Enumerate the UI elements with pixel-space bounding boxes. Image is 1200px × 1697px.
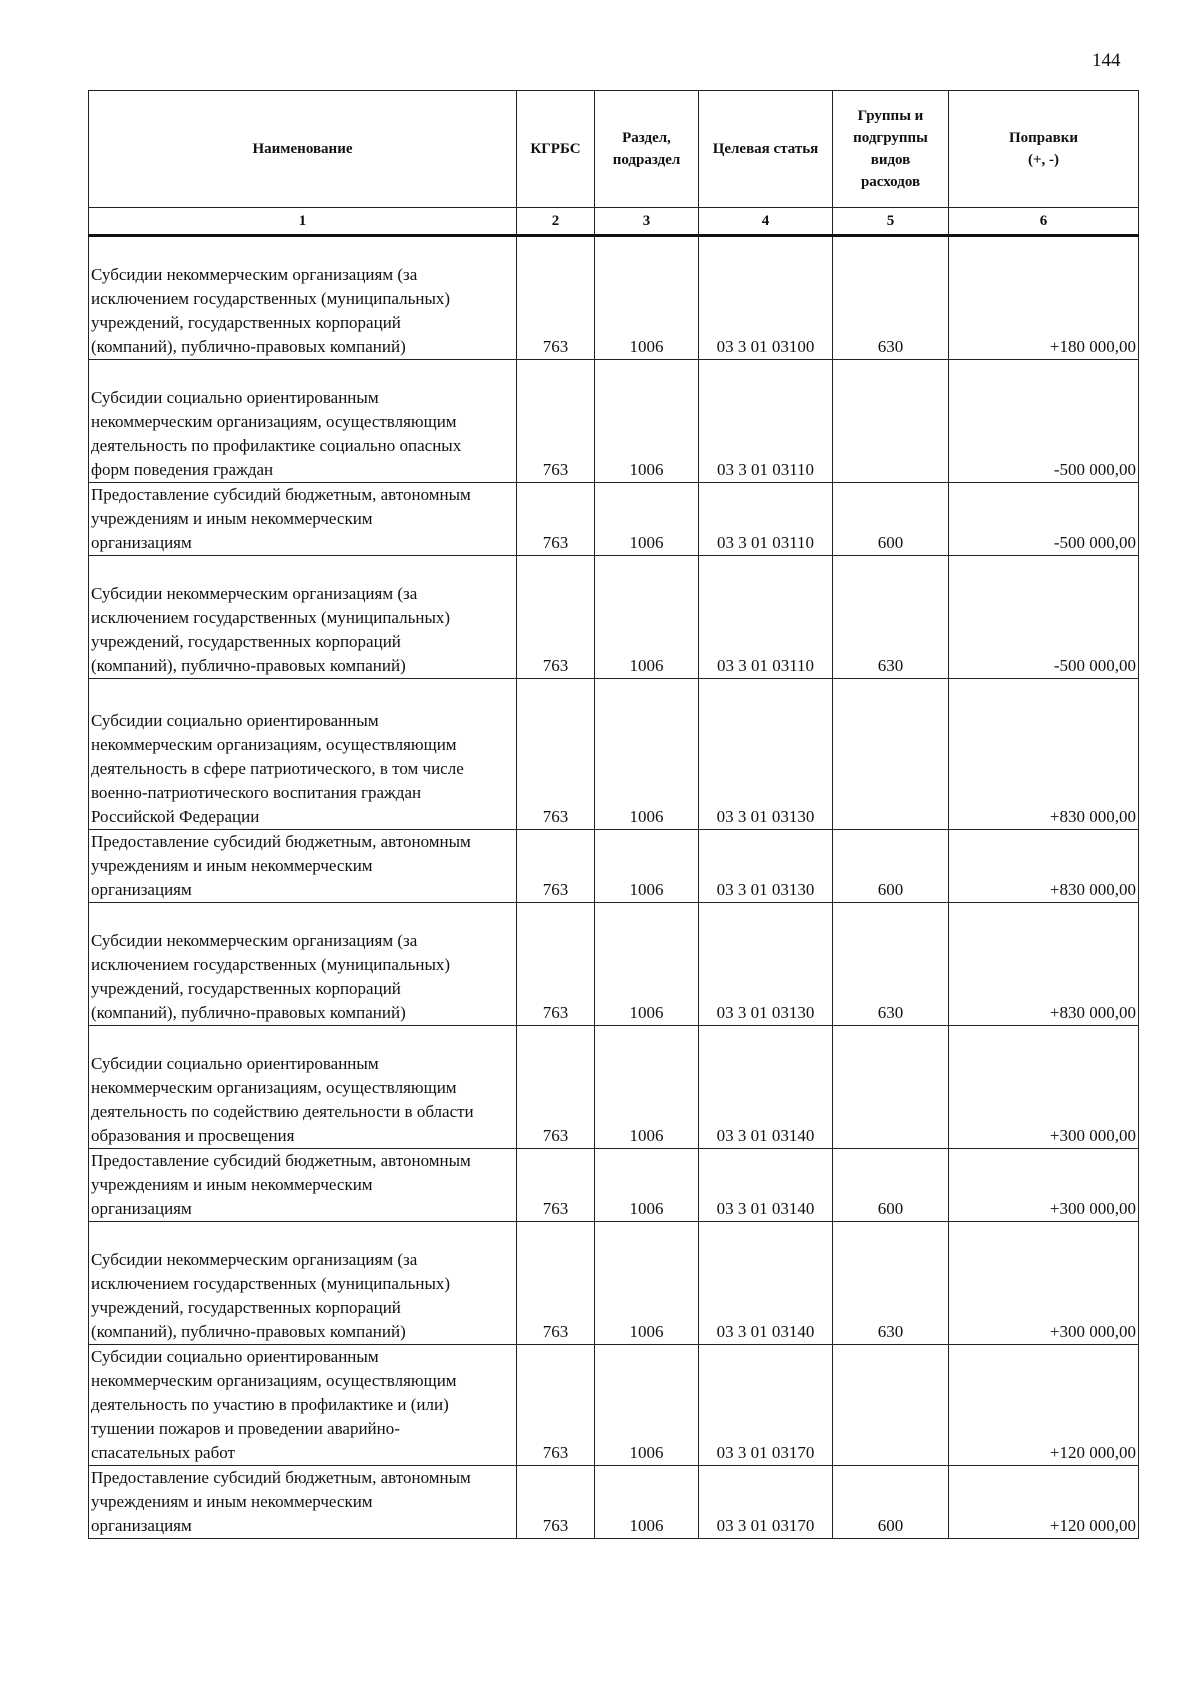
- row-name: Субсидии социально ориентированным некоммерческим организациям, осуществляющим деятельность по профилактике социально опасных форм поведения граждан: [89, 360, 517, 483]
- row-amount: +300 000,00: [949, 1149, 1139, 1222]
- table-row: [89, 1026, 1139, 1149]
- column-number: 3: [595, 208, 699, 236]
- row-name: Субсидии некоммерческим организациям (за исключением государственных (муниципальных) учреждений, государственных корпораций (компаний), публично-правовых компаний): [89, 236, 517, 360]
- row-kgrbs: 763: [517, 1222, 595, 1345]
- row-kgrbs: 763: [517, 483, 595, 556]
- column-number: 2: [517, 208, 595, 236]
- row-section: 1006: [595, 679, 699, 830]
- row-kgrbs: 763: [517, 679, 595, 830]
- row-target: 03 3 01 03140: [699, 1222, 833, 1345]
- row-target: 03 3 01 03110: [699, 483, 833, 556]
- budget-amendments-table: [88, 90, 1139, 1539]
- header-section: Раздел, подраздел: [595, 91, 699, 208]
- row-amount: -500 000,00: [949, 360, 1139, 483]
- row-amount: +830 000,00: [949, 830, 1139, 903]
- row-target: 03 3 01 03140: [699, 1149, 833, 1222]
- row-group: [833, 679, 949, 830]
- row-target: 03 3 01 03130: [699, 903, 833, 1026]
- table-row: [89, 360, 1139, 483]
- row-section: 1006: [595, 360, 699, 483]
- column-number-row: [89, 208, 1139, 236]
- row-target: 03 3 01 03110: [699, 556, 833, 679]
- row-group: 630: [833, 556, 949, 679]
- row-group: [833, 1026, 949, 1149]
- row-amount: +120 000,00: [949, 1345, 1139, 1466]
- column-number: 1: [89, 208, 517, 236]
- row-amount: +830 000,00: [949, 903, 1139, 1026]
- header-name: Наименование: [89, 91, 517, 208]
- table-row: [89, 1222, 1139, 1345]
- row-group: 630: [833, 1222, 949, 1345]
- column-number: 6: [949, 208, 1139, 236]
- row-kgrbs: 763: [517, 1149, 595, 1222]
- header-kgrbs: КГРБС: [517, 91, 595, 208]
- row-kgrbs: 763: [517, 1026, 595, 1149]
- row-kgrbs: 763: [517, 1466, 595, 1539]
- row-name: Субсидии социально ориентированным некоммерческим организациям, осуществляющим деятельность в сфере патриотического, в том числе военно-патриотического воспитания граждан Российской Федерации: [89, 679, 517, 830]
- header-amendments: Поправки (+, -): [949, 91, 1139, 208]
- row-amount: -500 000,00: [949, 483, 1139, 556]
- row-name: Субсидии социально ориентированным некоммерческим организациям, осуществляющим деятельность по содействию деятельности в области образования и просвещения: [89, 1026, 517, 1149]
- row-kgrbs: 763: [517, 1345, 595, 1466]
- row-section: 1006: [595, 1149, 699, 1222]
- row-group: [833, 360, 949, 483]
- row-group: 630: [833, 903, 949, 1026]
- header-target: Целевая статья: [699, 91, 833, 208]
- row-section: 1006: [595, 903, 699, 1026]
- row-target: 03 3 01 03130: [699, 679, 833, 830]
- row-amount: +120 000,00: [949, 1466, 1139, 1539]
- header-groups: Группы и подгруппы видов расходов: [833, 91, 949, 208]
- row-section: 1006: [595, 236, 699, 360]
- row-kgrbs: 763: [517, 903, 595, 1026]
- row-name: Предоставление субсидий бюджетным, автономным учреждениям и иным некоммерческим организациям: [89, 1149, 517, 1222]
- row-amount: +300 000,00: [949, 1222, 1139, 1345]
- row-section: 1006: [595, 1222, 699, 1345]
- row-group: 600: [833, 830, 949, 903]
- row-target: 03 3 01 03170: [699, 1466, 833, 1539]
- row-target: 03 3 01 03140: [699, 1026, 833, 1149]
- row-name: Субсидии некоммерческим организациям (за исключением государственных (муниципальных) учреждений, государственных корпораций (компаний), публично-правовых компаний): [89, 1222, 517, 1345]
- row-group: 600: [833, 1149, 949, 1222]
- row-target: 03 3 01 03100: [699, 236, 833, 360]
- table-row: [89, 903, 1139, 1026]
- column-number: 4: [699, 208, 833, 236]
- row-amount: -500 000,00: [949, 556, 1139, 679]
- row-group: [833, 1345, 949, 1466]
- table-row: [89, 236, 1139, 360]
- table-row: [89, 1345, 1139, 1466]
- row-name: Субсидии некоммерческим организациям (за исключением государственных (муниципальных) учреждений, государственных корпораций (компаний), публично-правовых компаний): [89, 903, 517, 1026]
- table-row: [89, 556, 1139, 679]
- row-name: Субсидии социально ориентированным некоммерческим организациям, осуществляющим деятельность по участию в профилактике и (или) тушении пожаров и проведении аварийно- спасательных работ: [89, 1345, 517, 1466]
- row-group: 600: [833, 1466, 949, 1539]
- row-target: 03 3 01 03130: [699, 830, 833, 903]
- table-header-row: [89, 91, 1139, 208]
- row-target: 03 3 01 03170: [699, 1345, 833, 1466]
- row-section: 1006: [595, 556, 699, 679]
- row-group: 630: [833, 236, 949, 360]
- row-kgrbs: 763: [517, 236, 595, 360]
- table-row: [89, 1149, 1139, 1222]
- column-number: 5: [833, 208, 949, 236]
- row-section: 1006: [595, 1466, 699, 1539]
- row-target: 03 3 01 03110: [699, 360, 833, 483]
- row-section: 1006: [595, 1026, 699, 1149]
- row-name: Предоставление субсидий бюджетным, автономным учреждениям и иным некоммерческим организациям: [89, 830, 517, 903]
- row-section: 1006: [595, 830, 699, 903]
- table-row: [89, 483, 1139, 556]
- table-row: [89, 1466, 1139, 1539]
- table-row: [89, 679, 1139, 830]
- row-kgrbs: 763: [517, 556, 595, 679]
- row-section: 1006: [595, 1345, 699, 1466]
- table-row: [89, 830, 1139, 903]
- row-group: 600: [833, 483, 949, 556]
- page-number: 144: [1092, 50, 1121, 71]
- row-name: Предоставление субсидий бюджетным, автономным учреждениям и иным некоммерческим организациям: [89, 483, 517, 556]
- row-kgrbs: 763: [517, 830, 595, 903]
- row-name: Предоставление субсидий бюджетным, автономным учреждениям и иным некоммерческим организациям: [89, 1466, 517, 1539]
- row-section: 1006: [595, 483, 699, 556]
- row-amount: +830 000,00: [949, 679, 1139, 830]
- row-amount: +300 000,00: [949, 1026, 1139, 1149]
- row-kgrbs: 763: [517, 360, 595, 483]
- row-amount: +180 000,00: [949, 236, 1139, 360]
- row-name: Субсидии некоммерческим организациям (за исключением государственных (муниципальных) учреждений, государственных корпораций (компаний), публично-правовых компаний): [89, 556, 517, 679]
